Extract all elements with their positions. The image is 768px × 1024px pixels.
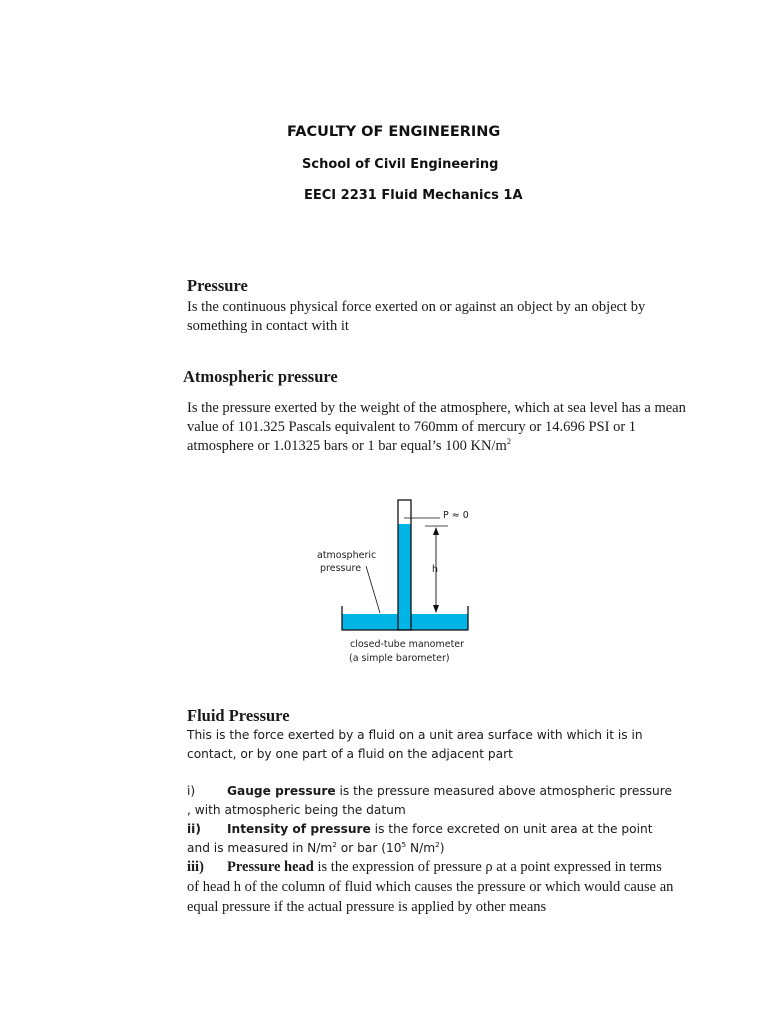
item-number: i) [187, 784, 196, 798]
caption-line1: closed-tube manometer [350, 639, 465, 650]
pressure-head-term: Pressure head [227, 859, 314, 875]
p-label: P ≈ 0 [443, 510, 469, 521]
atmospheric-sup: 2 [506, 436, 512, 447]
intensity-text-c: N/m [406, 841, 436, 855]
intensity-sup-b: 5 [401, 839, 407, 849]
item-number: iii) [187, 859, 204, 875]
atmospheric-heading: Atmospheric pressure [183, 367, 338, 386]
tank-fluid [342, 614, 468, 630]
atm-label-line2: pressure [320, 563, 362, 574]
faculty-title: FACULTY OF ENGINEERING [287, 124, 501, 140]
intensity-sup-c: 2 [435, 839, 440, 849]
atm-label-line1: atmospheric [317, 550, 377, 561]
atmospheric-definition [187, 399, 687, 456]
gauge-pressure-text: is the pressure measured above atmospheric pressure , with atmospheric being the datum [187, 784, 672, 817]
pressure-head-text: is the expression of pressure ρ at a point expressed in terms of head h of the column of fluid which causes the pressure or which would cause an equal pressure if the actual pressure is applied by other means [187, 859, 674, 915]
course-title: EECI 2231 Fluid Mechanics 1A [304, 188, 523, 203]
intensity-text-d: ) [439, 841, 445, 855]
h-arrow-down [433, 605, 439, 613]
caption-line2: (a simple barometer) [349, 653, 450, 664]
intensity-text-a: is the force excreted on unit area at the point and is measured in N/m [187, 822, 653, 855]
pressure-heading: Pressure [187, 276, 248, 295]
gauge-pressure-term: Gauge pressure [227, 784, 336, 798]
gauge-pressure-item [187, 782, 677, 820]
fluid-definition: This is the force exerted by a fluid on a unit area surface with which it is in contact, or by one part of a fluid on the adjacent part [187, 728, 643, 761]
atm-leader-line [366, 566, 380, 613]
pressure-definition: Is the continuous physical force exerted on or against an object by an object by something in contact with it [187, 299, 646, 334]
fluid-heading: Fluid Pressure [187, 706, 290, 725]
intensity-sup-a: 2 [332, 839, 337, 849]
tube-fluid [398, 524, 411, 616]
h-label: h [432, 564, 439, 575]
school-title: School of Civil Engineering [302, 157, 499, 172]
intensity-pressure-item [187, 820, 677, 858]
intensity-text-b: or bar (10 [336, 841, 402, 855]
item-number: ii) [187, 822, 201, 836]
atmospheric-text: Is the pressure exerted by the weight of the atmosphere, which at sea level has a mean value of 101.325 Pascals equivalent to 760mm of mercury or 14.696 PSI or 1 atmosphere or 1.01325 bars or 1 bar equal’s 100 KN/m [187, 400, 686, 454]
intensity-pressure-term: Intensity of pressure [227, 822, 371, 836]
barometer-figure [300, 496, 500, 671]
pressure-head-item [187, 857, 677, 917]
h-arrow-up [433, 527, 439, 535]
